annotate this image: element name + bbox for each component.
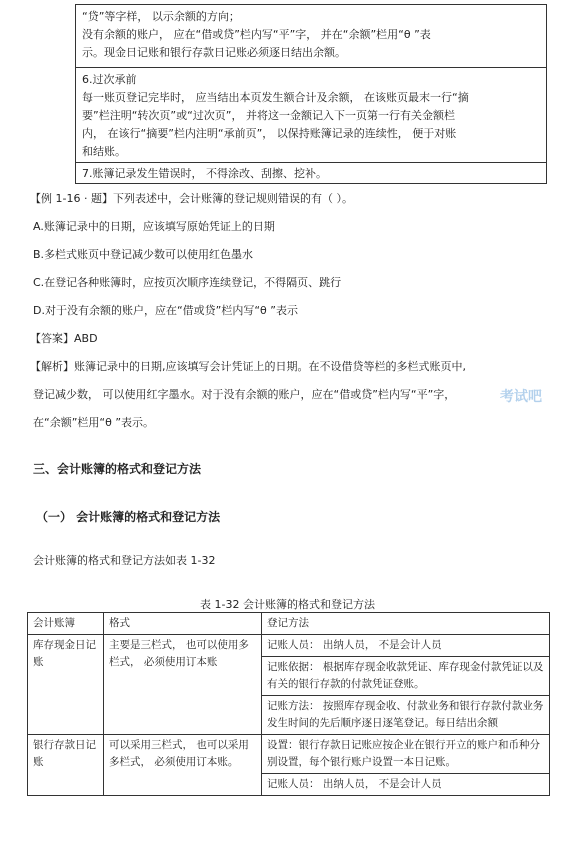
watermark-logo: 考试吧 [500,389,542,405]
method-cell: 记账人员： 出纳人员， 不是会计人员 [262,635,550,657]
example-question: 【例 1-16 · 题】下列表述中，会计账簿的登记规则错误的有（ ）。 [30,192,353,205]
table-row [28,735,550,774]
format-cell: 可以采用三栏式， 也可以采用多栏式， 必须使用订本账。 [104,735,262,796]
analysis-line: 在“余额”栏用“θ ”表示。 [33,416,155,429]
header-method: 登记方法 [262,613,550,635]
method-cell: 记账依据： 根据库存现金收款凭证、库存现金付款凭证以及有关的银行存款的付款凭证登账。 [262,657,550,696]
subsection-title: （一） 会计账簿的格式和登记方法 [36,510,221,524]
analysis-line: 登记减少数， 可以使用红字墨水。对于没有余额的账户，应在“借或贷”栏内写“平”字， [33,388,456,401]
rule-line: 6.过次承前 [82,73,137,86]
header-book: 会计账簿 [28,613,104,635]
rule-line: 要”栏注明“转次页”或“过次页”， 并将这一金额记入下一页第一行有关金额栏 [82,109,455,122]
rule-line: “贷”等字样， 以示余额的方向； [82,10,240,23]
rule-line: 和结账。 [82,145,126,158]
analysis-line: 【解析】账簿记录中的日期,应该填写会计凭证上的日期。在不设借贷等栏的多栏式账页中, [30,360,466,373]
book-bank-journal: 银行存款日记账 [28,735,104,796]
method-cell: 记账人员： 出纳人员， 不是会计人员 [262,774,550,796]
rule-line: 内， 在该行“摘要”栏内注明“承前页”， 以保持账簿记录的连续性， 便于对账 [82,127,457,140]
option-c: C.在登记各种账簿时，应按页次顺序连续登记，不得隔页、跳行 [33,276,342,289]
rule-line: 每一账页登记完毕时， 应当结出本页发生额合计及余额， 在该账页最末一行“摘 [82,91,469,104]
option-d: D.对于没有余额的账户，应在“借或贷”栏内写“θ ”表示 [33,304,298,317]
rule-line: 示。现金日记账和银行存款日记账必须逐日结出余额。 [82,46,346,59]
format-cell: 主要是三栏式， 也可以使用多栏式， 必须使用订本账 [104,635,262,735]
answer: 【答案】ABD [30,332,98,345]
table-caption: 表 1-32 会计账簿的格式和登记方法 [200,598,375,611]
option-b: B.多栏式账页中登记减少数可以使用红色墨水 [33,248,254,261]
header-format: 格式 [104,613,262,635]
method-cell: 记账方法： 按照库存现金收、付款业务和银行存款付款业务发生时间的先后顺序逐日逐笔登记。每日结出余额 [262,696,550,735]
rule-line: 7.账簿记录发生错误时， 不得涂改、刮擦、挖补。 [82,167,327,180]
intro-text: 会计账簿的格式和登记方法如表 1-32 [33,554,216,567]
rule-cell-5-continued [76,5,546,65]
ledger-format-table [27,612,550,796]
section-title: 三、会计账簿的格式和登记方法 [33,462,202,476]
method-cell: 设置：银行存款日记账应按企业在银行开立的账户和币种分别设置，每个银行账户设置一本日记账。 [262,735,550,774]
rule-line: 没有余额的账户， 应在“借或贷”栏内写“平”字， 并在“余额”栏用“θ ”表 [82,28,431,41]
table-header-row [28,613,550,635]
book-cash-journal: 库存现金日记账 [28,635,104,735]
rules-table-fragment [75,4,547,184]
rule-cell-7 [76,162,546,186]
rule-cell-6 [76,68,546,164]
table-row [28,635,550,657]
option-a: A.账簿记录中的日期，应该填写原始凭证上的日期 [33,220,275,233]
